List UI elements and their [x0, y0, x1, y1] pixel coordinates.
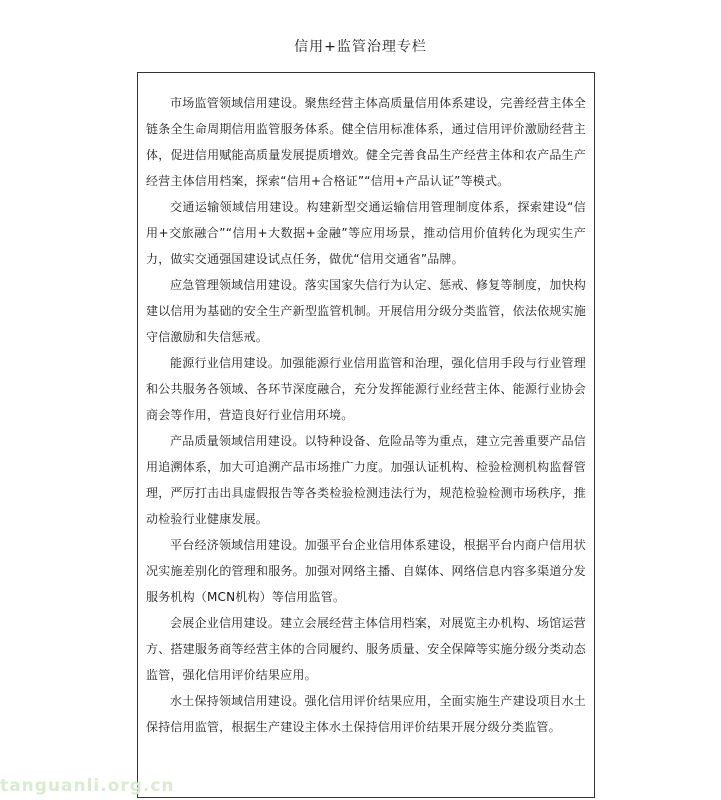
paragraph-heading: 水土保持领域信用建设。 [170, 694, 305, 708]
watermark: tanguanli.org.cn [0, 776, 175, 796]
paragraph-body: 加强平台企业信用体系建设，根据平台内商户信用状况实施差别化的管理和服务。加强对网络主播、自媒体、网络信息内容多渠道分发服务机构（MCN机构）等信用监管。 [146, 538, 587, 604]
paragraph-heading: 能源行业信用建设。 [170, 356, 281, 370]
paragraph-body: 以特种设备、危险品等为重点，建立完善重要产品信用追溯体系，加大可追溯产品市场推广力度。加强认证机构、检验检测机构监督管理，严厉打击出具虚假报告等各类检验检测违法行为，规范检验检测市场秩序，推动检验行业健康发展。 [146, 434, 587, 526]
paragraph-body: 落实国家失信行为认定、惩戒、修复等制度，加快构建以信用为基础的安全生产新型监管机制。开展信用分级分类监管，依法依规实施守信激励和失信惩戒。 [146, 278, 587, 344]
paragraph-heading: 交通运输领域信用建设。 [170, 200, 307, 214]
page-title: 信用+监管治理专栏 [294, 39, 427, 55]
paragraph-platform-economy [146, 532, 586, 610]
column-box [137, 72, 595, 798]
paragraph-heading: 产品质量领域信用建设。 [170, 434, 305, 448]
paragraph-product-quality [146, 428, 586, 532]
paragraph-body: 构建新型交通运输信用管理制度体系，探索建设“信用+交旅融合”“信用+大数据+金融”等应用场景，推动信用价值转化为现实生产力，做实交通强国建设试点任务，做优“信用交通省”品牌。 [146, 200, 586, 266]
paragraph-heading: 平台经济领域信用建设。 [170, 538, 305, 552]
paragraph-market-supervision [146, 90, 586, 194]
paragraph-soil-water [146, 688, 586, 740]
paragraph-body: 强化信用评价结果应用，全面实施生产建设项目水土保持信用监管，根据生产建设主体水土保持信用评价结果开展分级分类监管。 [146, 694, 587, 734]
paragraph-transportation [146, 194, 586, 272]
paragraph-exhibition [146, 610, 586, 688]
paragraph-heading: 应急管理领域信用建设。 [170, 278, 305, 292]
paragraph-body: 加强能源行业信用监管和治理，强化信用手段与行业管理和公共服务各领域、各环节深度融合，充分发挥能源行业经营主体、能源行业协会商会等作用，营造良好行业信用环境。 [146, 356, 586, 422]
paragraph-heading: 会展企业信用建设。 [170, 616, 281, 630]
paragraph-body: 聚焦经营主体高质量信用体系建设，完善经营主体全链条全生命周期信用监管服务体系。健全信用标准体系，通过信用评价激励经营主体，促进信用赋能高质量发展提质增效。健全完善食品生产经营主体和农产品生产经营主体信用档案，探索“信用+合格证”“信用+产品认证”等模式。 [146, 96, 587, 188]
paragraph-energy [146, 350, 586, 428]
paragraph-heading: 市场监管领域信用建设。 [170, 96, 305, 110]
paragraph-body: 建立会展经营主体信用档案，对展览主办机构、场馆运营方、搭建服务商等经营主体的合同履约、服务质量、安全保障等实施分级分类动态监管，强化信用评价结果应用。 [146, 616, 586, 682]
paragraph-emergency-management [146, 272, 586, 350]
